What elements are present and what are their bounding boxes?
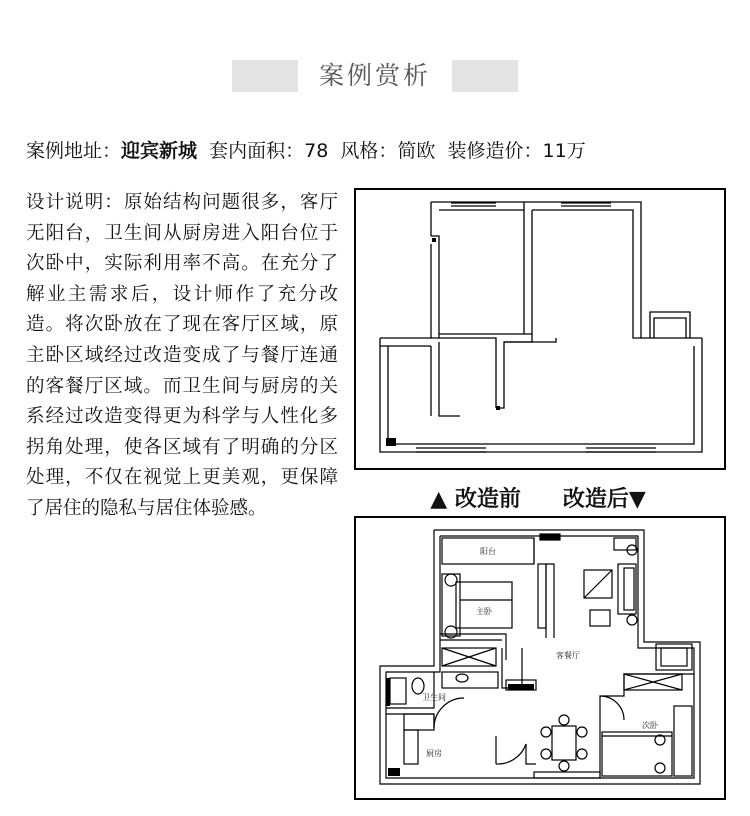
label-bathroom: 卫生间 bbox=[422, 693, 446, 702]
page-title: 案例赏析 bbox=[318, 61, 431, 90]
case-info-line bbox=[26, 136, 736, 166]
before-after-caption bbox=[352, 480, 724, 514]
pillar-mark bbox=[386, 438, 396, 446]
floorplan-before-drawing bbox=[356, 190, 724, 468]
title-bar-left bbox=[232, 60, 298, 92]
label-master-bedroom: 主卧 bbox=[476, 607, 492, 616]
label-kitchen: 厨房 bbox=[426, 749, 442, 758]
before-caption: ▲ 改造前 bbox=[430, 486, 521, 512]
after-caption: 改造后▼ bbox=[562, 486, 646, 512]
cost-info: 装修造价：11万 bbox=[447, 140, 586, 162]
floorplan-before bbox=[354, 188, 726, 470]
floorplan-after-drawing bbox=[356, 518, 724, 798]
design-description: 设计说明：原始结构问题很多，客厅无阳台，卫生间从厨房进入阳台位于次卧中，实际利用率不高。在充分了解业主需求后，设计师作了充分改造。将次卧放在了现在客厅区域，原主卧区域经过改造变成了与餐厅连通的客餐厅区域。而卫生间与厨房的关系经过改造变得更为科学与人性化多拐角处理，使各区域有了明确的分区处理，不仅在视觉上更美观，更保障了居住的隐私与居住体验感。 bbox=[26, 192, 338, 519]
label-balcony: 阳台 bbox=[480, 547, 496, 556]
title-bar-right bbox=[452, 60, 518, 92]
style-info: 风格：简欧 bbox=[340, 140, 436, 162]
address-value: 迎宾新城 bbox=[121, 140, 198, 162]
floorplan-after bbox=[354, 516, 726, 800]
address-label: 案例地址： bbox=[26, 140, 122, 162]
area-info: 套内面积：78 bbox=[209, 140, 329, 162]
label-living-dining: 客餐厅 bbox=[556, 651, 580, 660]
label-second-bedroom: 次卧 bbox=[642, 721, 658, 730]
